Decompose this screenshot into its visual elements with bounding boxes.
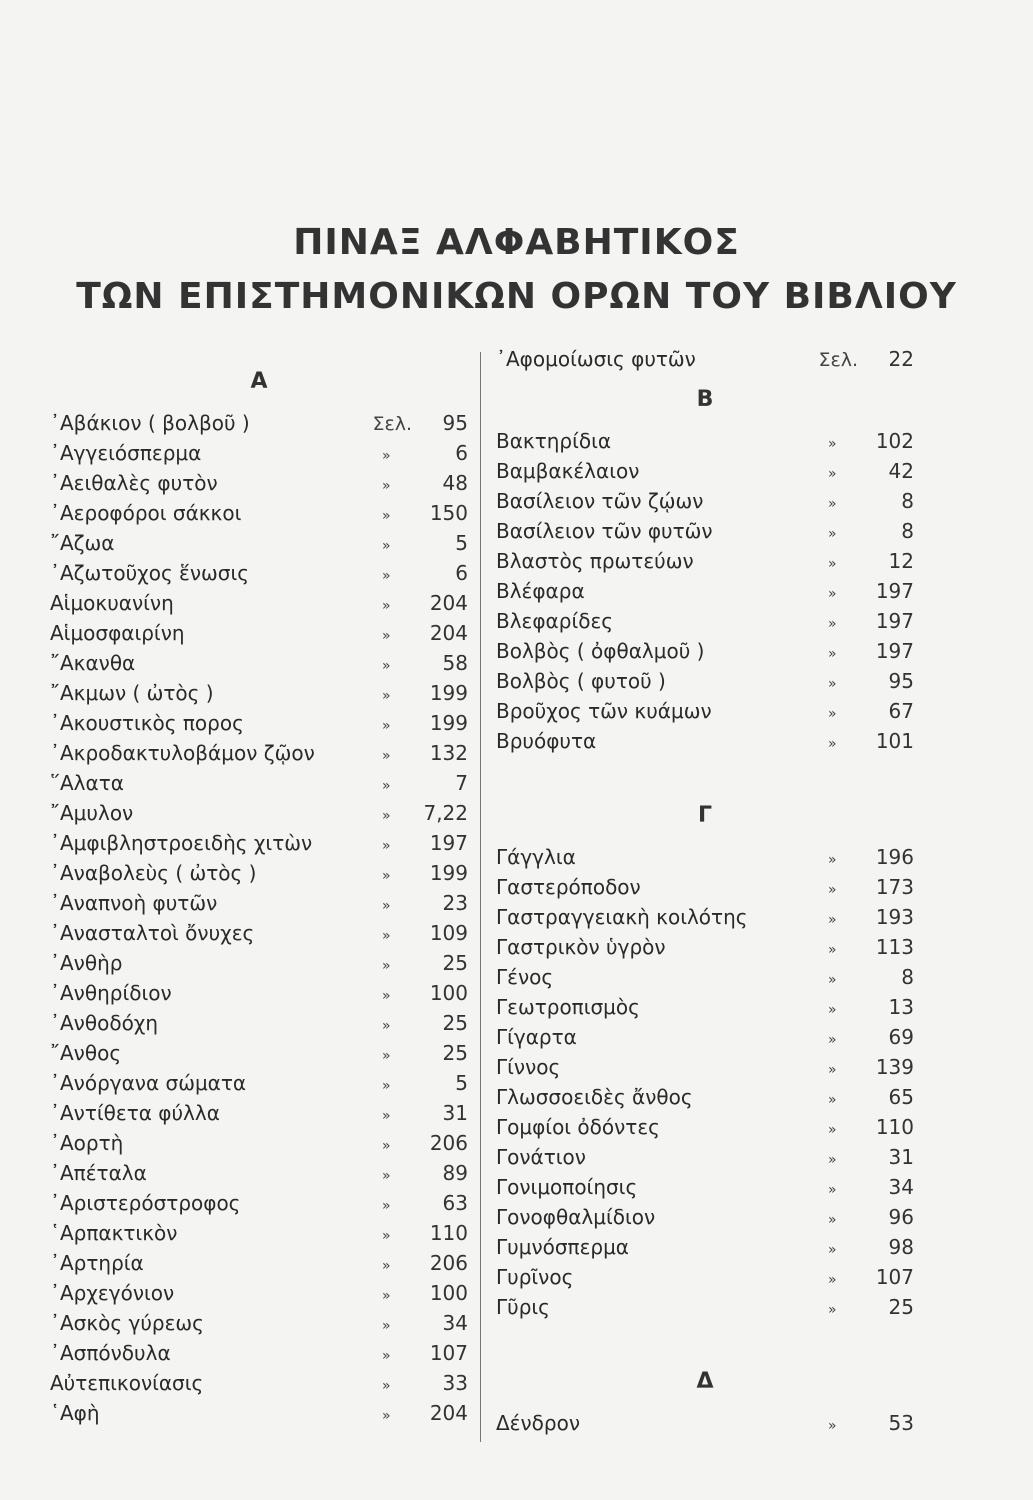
entry-term: ῎Ακανθα <box>50 651 136 675</box>
ditto-mark: » <box>828 736 837 752</box>
entry-page: 13 <box>888 995 914 1019</box>
entry-term: ῾Αρπακτικὸν <box>50 1221 178 1245</box>
entry-term: Γῦρις <box>496 1295 550 1319</box>
entry-page: 63 <box>442 1191 468 1215</box>
index-entry <box>496 902 914 932</box>
entry-term: Αἱμοσφαιρίνη <box>50 621 185 645</box>
entry-term: ᾿Αβάκιον ( βολβοῦ ) <box>50 411 250 435</box>
index-entry <box>50 858 468 888</box>
entry-term: Γαστερόποδον <box>496 875 641 899</box>
ditto-mark: » <box>382 1138 391 1154</box>
ditto-mark: » <box>828 436 837 452</box>
entry-term: ᾿Απέταλα <box>50 1161 147 1185</box>
entry-term: ᾿Αρτηρία <box>50 1251 144 1275</box>
entry-page: 132 <box>429 741 468 765</box>
index-entry <box>50 1128 468 1158</box>
index-entry <box>496 1082 914 1112</box>
entry-term: ᾿Αντίθετα φύλλα <box>50 1101 220 1125</box>
ditto-mark: » <box>382 988 391 1004</box>
entry-term: Αἱμοκυανίνη <box>50 591 174 615</box>
entry-term: ᾿Αζωτοῦχος ἕνωσις <box>50 561 249 585</box>
entry-term: ᾿Αειθαλὲς φυτὸν <box>50 471 218 495</box>
ditto-mark: » <box>828 616 837 632</box>
ditto-mark: » <box>828 1122 837 1138</box>
entry-page: 65 <box>888 1085 914 1109</box>
ditto-mark: » <box>382 1258 391 1274</box>
right-sections <box>496 374 914 1438</box>
entry-term: ᾿Αρχεγόνιον <box>50 1281 175 1305</box>
entry-term: Γίγαρτα <box>496 1025 577 1049</box>
section-letter-alpha: Α <box>250 369 268 394</box>
ditto-mark: » <box>828 1002 837 1018</box>
ditto-mark: » <box>828 676 837 692</box>
ditto-mark: » <box>828 852 837 868</box>
index-entry <box>50 978 468 1008</box>
index-entry <box>50 1158 468 1188</box>
index-entry <box>50 1068 468 1098</box>
entry-page: 110 <box>429 1221 468 1245</box>
ditto-mark: » <box>828 1212 837 1228</box>
ditto-mark: » <box>382 958 391 974</box>
ditto-mark: » <box>828 912 837 928</box>
ditto-mark: » <box>382 448 391 464</box>
ditto-mark: » <box>382 838 391 854</box>
entry-page: 25 <box>888 1295 914 1319</box>
ditto-mark: » <box>382 868 391 884</box>
left-column <box>50 356 468 1428</box>
index-entry <box>50 528 468 558</box>
ditto-mark: » <box>382 598 391 614</box>
ditto-mark: » <box>382 1018 391 1034</box>
entry-term: ᾿Ανθοδόχη <box>50 1011 159 1035</box>
index-entry <box>496 1052 914 1082</box>
index-entry <box>496 1408 914 1438</box>
ditto-mark: » <box>382 1318 391 1334</box>
index-entry <box>50 558 468 588</box>
entry-page: 12 <box>888 549 914 573</box>
index-entry <box>496 344 914 374</box>
entry-term: Γομφίοι ὀδόντες <box>496 1115 660 1139</box>
entry-page: 8 <box>901 519 914 543</box>
entry-page: 33 <box>442 1371 468 1395</box>
entry-term: Γίννος <box>496 1055 561 1079</box>
index-entry <box>50 1008 468 1038</box>
right-column <box>496 344 914 1438</box>
ditto-mark: » <box>828 466 837 482</box>
index-entry <box>496 636 914 666</box>
index-entry <box>50 1398 468 1428</box>
page-abbrev: Σελ. <box>372 413 412 435</box>
entry-page: 25 <box>442 1011 468 1035</box>
entry-term: Βρυόφυτα <box>496 729 597 753</box>
entry-page: 95 <box>442 411 468 435</box>
entry-page: 6 <box>455 561 468 585</box>
ditto-mark: » <box>828 1152 837 1168</box>
entry-term: ᾿Ανθὴρ <box>50 951 123 975</box>
section-gap <box>496 756 914 790</box>
index-entry <box>50 918 468 948</box>
ditto-mark: » <box>382 1108 391 1124</box>
entry-page: 42 <box>888 459 914 483</box>
index-entry <box>496 546 914 576</box>
ditto-mark: » <box>382 748 391 764</box>
entry-page: 113 <box>875 935 914 959</box>
ditto-mark: » <box>382 778 391 794</box>
entry-page: 193 <box>875 905 914 929</box>
ditto-mark: » <box>382 658 391 674</box>
entry-term: ῾Αφὴ <box>50 1401 100 1425</box>
entry-term: Γυμνόσπερμα <box>496 1235 629 1259</box>
entry-term: Βακτηρίδια <box>496 429 612 453</box>
entry-term: Γαστραγγειακὴ κοιλότης <box>496 905 748 929</box>
entry-page: 197 <box>875 579 914 603</box>
entry-page: 100 <box>429 981 468 1005</box>
entry-term: Βολβὸς ( ὀφθαλμοῦ ) <box>496 639 705 663</box>
index-entry <box>496 1292 914 1322</box>
entry-term: Γαστρικὸν ὑγρὸν <box>496 935 666 959</box>
index-entry <box>496 1232 914 1262</box>
ditto-mark: » <box>828 1182 837 1198</box>
entry-term: Βροῦχος τῶν κυάμων <box>496 699 712 723</box>
entry-term: ᾿Αναβολεὺς ( ὠτὸς ) <box>50 861 257 885</box>
entry-term: Βλεφαρίδες <box>496 609 613 633</box>
index-entry <box>496 486 914 516</box>
index-entry <box>496 516 914 546</box>
index-entry <box>496 696 914 726</box>
index-entry <box>50 648 468 678</box>
ditto-mark: » <box>382 688 391 704</box>
entry-page: 25 <box>442 1041 468 1065</box>
ditto-mark: » <box>828 526 837 542</box>
entry-term: ᾿Ανόργανα σώματα <box>50 1071 247 1095</box>
index-entry <box>50 678 468 708</box>
entry-page: 150 <box>429 501 468 525</box>
entry-term: Γονάτιον <box>496 1145 586 1169</box>
index-entry <box>50 798 468 828</box>
index-entry <box>496 992 914 1022</box>
ditto-mark: » <box>828 1242 837 1258</box>
entry-page: 34 <box>442 1311 468 1335</box>
ditto-mark: » <box>828 1418 837 1434</box>
entry-page: 110 <box>875 1115 914 1139</box>
page-abbrev: Σελ. <box>818 349 858 371</box>
index-entry <box>496 1022 914 1052</box>
entry-term: ᾿Αεροφόροι σάκκοι <box>50 501 242 525</box>
entry-term: ᾿Ασκὸς γύρεως <box>50 1311 204 1335</box>
entry-page: 23 <box>442 891 468 915</box>
entry-page: 102 <box>875 429 914 453</box>
index-entry <box>496 1112 914 1142</box>
entry-term: ῎Αμυλον <box>50 801 134 825</box>
ditto-mark: » <box>382 1048 391 1064</box>
ditto-mark: » <box>828 942 837 958</box>
entry-page: 204 <box>429 591 468 615</box>
ditto-mark: » <box>828 972 837 988</box>
index-entry <box>496 872 914 902</box>
section-letter: Β <box>696 387 714 412</box>
index-entry <box>496 1142 914 1172</box>
index-entry <box>496 1202 914 1232</box>
entry-page: 5 <box>455 1071 468 1095</box>
entry-page: 34 <box>888 1175 914 1199</box>
index-entry <box>50 438 468 468</box>
entry-page: 25 <box>442 951 468 975</box>
index-entry <box>50 498 468 528</box>
index-entry <box>50 1308 468 1338</box>
entry-page: 173 <box>875 875 914 899</box>
entry-term: Βασίλειον τῶν φυτῶν <box>496 519 713 543</box>
ditto-mark: » <box>828 1272 837 1288</box>
ditto-mark: » <box>828 646 837 662</box>
entry-term: Βαμβακέλαιον <box>496 459 640 483</box>
entry-term: Δένδρον <box>496 1411 581 1435</box>
entry-page: 199 <box>429 681 468 705</box>
entry-page: 5 <box>455 531 468 555</box>
ditto-mark: » <box>382 808 391 824</box>
ditto-mark: » <box>382 1348 391 1364</box>
entry-page: 6 <box>455 441 468 465</box>
index-entry <box>496 932 914 962</box>
entry-term: ᾿Ανασταλτοὶ ὄνυχες <box>50 921 255 945</box>
entry-term: Γένος <box>496 965 554 989</box>
section-gap <box>496 1322 914 1356</box>
entry-page: 101 <box>875 729 914 753</box>
ditto-mark: » <box>382 538 391 554</box>
index-title-line-1: ΠΙΝΑΞ ΑΛΦΑΒΗΤΙΚΟΣ <box>293 222 740 263</box>
index-entry <box>50 888 468 918</box>
entry-page: 7 <box>455 771 468 795</box>
index-entry <box>50 468 468 498</box>
ditto-mark: » <box>828 706 837 722</box>
entry-term: Βλέφαρα <box>496 579 585 603</box>
index-entry <box>50 738 468 768</box>
ditto-mark: » <box>382 1408 391 1424</box>
entry-page: 206 <box>429 1251 468 1275</box>
entry-page: 96 <box>888 1205 914 1229</box>
index-entry <box>496 1172 914 1202</box>
index-entry <box>50 1098 468 1128</box>
ditto-mark: » <box>382 1168 391 1184</box>
column-divider <box>480 352 481 1442</box>
entry-page: 31 <box>888 1145 914 1169</box>
entry-page: 53 <box>888 1411 914 1435</box>
index-entry <box>50 1038 468 1068</box>
entry-term: ῎Ακμων ( ὠτὸς ) <box>50 681 214 705</box>
entry-term: ᾿Αφομοίωσις φυτῶν <box>496 347 696 371</box>
entry-term: ᾿Ασπόνδυλα <box>50 1341 171 1365</box>
entry-term: ῎Αζωα <box>50 531 115 555</box>
entry-page: 67 <box>888 699 914 723</box>
index-entry <box>496 1262 914 1292</box>
entry-page: 107 <box>429 1341 468 1365</box>
entry-term: Βλαστὸς πρωτεύων <box>496 549 694 573</box>
index-entry <box>496 962 914 992</box>
entry-page: 196 <box>875 845 914 869</box>
index-entry <box>496 666 914 696</box>
ditto-mark: » <box>828 1032 837 1048</box>
index-entry <box>50 1218 468 1248</box>
entry-page: 197 <box>875 609 914 633</box>
ditto-mark: » <box>382 1228 391 1244</box>
index-entry <box>496 576 914 606</box>
ditto-mark: » <box>382 508 391 524</box>
ditto-mark: » <box>382 628 391 644</box>
index-entry <box>50 828 468 858</box>
entry-page: 204 <box>429 621 468 645</box>
entry-page: 197 <box>875 639 914 663</box>
index-title-line-2: ΤΩΝ ΕΠΙΣΤΗΜΟΝΙΚΩΝ ΟΡΩΝ ΤΟΥ ΒΙΒΛΙΟΥ <box>76 276 957 317</box>
ditto-mark: » <box>828 586 837 602</box>
entry-term: Βασίλειον τῶν ζῴων <box>496 489 704 513</box>
ditto-mark: » <box>828 556 837 572</box>
section-letter: Γ <box>697 803 713 828</box>
ditto-mark: » <box>382 718 391 734</box>
ditto-mark: » <box>382 1078 391 1094</box>
entry-term: ᾿Αορτὴ <box>50 1131 124 1155</box>
ditto-mark: » <box>382 928 391 944</box>
entry-term: Γονοφθαλμίδιον <box>496 1205 656 1229</box>
entry-term: ᾿Αμφιβληστροειδὴς χιτὼν <box>50 831 313 855</box>
section-letter: Δ <box>696 1369 714 1394</box>
entry-page: 98 <box>888 1235 914 1259</box>
index-entry <box>50 1368 468 1398</box>
entry-page: 204 <box>429 1401 468 1425</box>
index-entry <box>496 606 914 636</box>
ditto-mark: » <box>382 898 391 914</box>
ditto-mark: » <box>382 1198 391 1214</box>
index-entry <box>50 1248 468 1278</box>
index-entry <box>50 618 468 648</box>
entry-term: ῎Ανθος <box>50 1041 122 1065</box>
entry-page: 58 <box>442 651 468 675</box>
entry-term: ᾿Ακουστικὸς πορος <box>50 711 244 735</box>
ditto-mark: » <box>382 568 391 584</box>
index-entry <box>50 588 468 618</box>
entry-term: Αὐτεπικονίασις <box>50 1371 204 1395</box>
index-entry <box>496 456 914 486</box>
entry-page: 69 <box>888 1025 914 1049</box>
entry-list-alpha <box>50 408 468 1428</box>
entry-term: Βολβὸς ( φυτοῦ ) <box>496 669 666 693</box>
index-entry <box>50 1188 468 1218</box>
index-entry <box>50 1338 468 1368</box>
entry-page: 22 <box>888 347 914 371</box>
index-entry <box>496 726 914 756</box>
entry-term: ᾿Αγγειόσπερμα <box>50 441 202 465</box>
index-entry <box>50 708 468 738</box>
index-entry <box>496 842 914 872</box>
entry-term: Γλωσσοειδὲς ἄνθος <box>496 1085 693 1109</box>
entry-page: 89 <box>442 1161 468 1185</box>
entry-term: Γυρῖνος <box>496 1265 574 1289</box>
ditto-mark: » <box>828 1302 837 1318</box>
entry-page: 109 <box>429 921 468 945</box>
ditto-mark: » <box>382 1288 391 1304</box>
entry-term: ῞Αλατα <box>50 771 124 795</box>
entry-page: 107 <box>875 1265 914 1289</box>
ditto-mark: » <box>828 882 837 898</box>
ditto-mark: » <box>828 496 837 512</box>
entry-page: 95 <box>888 669 914 693</box>
index-entry <box>50 1278 468 1308</box>
index-entry <box>50 768 468 798</box>
entry-page: 199 <box>429 711 468 735</box>
entry-term: ᾿Αριστερόστροφος <box>50 1191 241 1215</box>
entry-term: Γεωτροπισμὸς <box>496 995 640 1019</box>
entry-page: 100 <box>429 1281 468 1305</box>
index-entry <box>50 408 468 438</box>
entry-page: 48 <box>442 471 468 495</box>
entry-page: 31 <box>442 1101 468 1125</box>
entry-term: ᾿Ανθηρίδιον <box>50 981 172 1005</box>
entry-page: 7,22 <box>423 801 468 825</box>
entry-term: Γάγγλια <box>496 845 576 869</box>
ditto-mark: » <box>382 478 391 494</box>
entry-page: 206 <box>429 1131 468 1155</box>
ditto-mark: » <box>828 1062 837 1078</box>
index-entry <box>50 948 468 978</box>
entry-page: 8 <box>901 965 914 989</box>
ditto-mark: » <box>828 1092 837 1108</box>
entry-page: 197 <box>429 831 468 855</box>
entry-term: ᾿Ακροδακτυλοβάμον ζῷον <box>50 741 315 765</box>
entry-page: 8 <box>901 489 914 513</box>
entry-term: Γονιμοποίησις <box>496 1175 638 1199</box>
entry-term: ᾿Αναπνοὴ φυτῶν <box>50 891 218 915</box>
index-entry <box>496 426 914 456</box>
entry-page: 139 <box>875 1055 914 1079</box>
entry-page: 199 <box>429 861 468 885</box>
ditto-mark: » <box>382 1378 391 1394</box>
